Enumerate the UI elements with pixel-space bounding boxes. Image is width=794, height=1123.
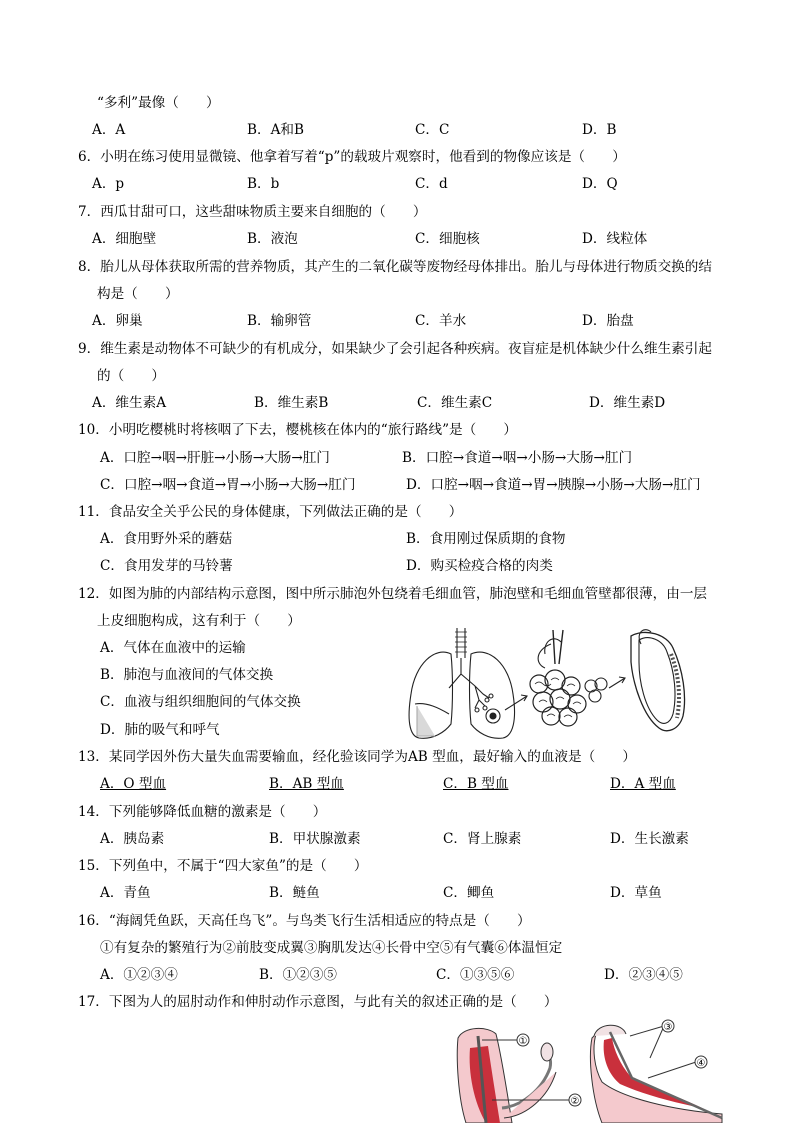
q15-option-b[interactable]: B．鲢鱼 <box>269 885 320 901</box>
q11-option-a[interactable]: A．食用野外采的蘑菇 <box>100 531 233 547</box>
q5-option-a[interactable]: A．A <box>92 122 126 138</box>
q11-option-b[interactable]: B．食用刚过保质期的食物 <box>406 531 566 547</box>
q5-continuation: “多利”最像（ ） <box>97 95 220 111</box>
q16-options <box>100 966 780 986</box>
label-4: ④ <box>696 1058 706 1069</box>
label-3: ③ <box>663 1022 673 1033</box>
q14-stem: 14．下列能够降低血糖的激素是（ ） <box>78 804 327 820</box>
q15-stem: 15．下列鱼中，不属于“四大家鱼”的是（ ） <box>78 858 368 874</box>
q16-stem: 16．“海阔凭鱼跃，天高任鸟飞”。与鸟类飞行生活相适应的特点是（ ） <box>78 913 531 929</box>
q9-option-a[interactable]: A．维生素A <box>92 395 167 411</box>
q10-stem: 10．小明吃樱桃时将核咽了下去，樱桃核在体内的“旅行路线”是（ ） <box>78 422 518 438</box>
q10-option-a[interactable]: A．口腔→咽→肝脏→小肠→大肠→肛门 <box>100 450 330 466</box>
q16-option-d[interactable]: D．②③④⑤ <box>604 967 683 983</box>
q16-option-b[interactable]: B．①②③⑤ <box>259 967 337 983</box>
q16-option-c[interactable]: C．①③⑤⑥ <box>436 967 515 983</box>
q13-stem: 13．某同学因外伤大量失血需要输血，经化验该同学为AB 型血，最好输入的血液是（ ） <box>78 749 636 765</box>
q9-option-d[interactable]: D．维生素D <box>589 395 666 411</box>
q11-option-d[interactable]: D．购买检疫合格的肉类 <box>406 558 553 574</box>
q14-option-d[interactable]: D．生长激素 <box>610 831 689 847</box>
q12-stem-line2: 上皮细胞构成，这有利于（ ） <box>97 613 301 629</box>
q9-stem-line2: 的（ ） <box>97 368 165 384</box>
q14-option-a[interactable]: A．胰岛素 <box>100 831 165 847</box>
q8-options <box>92 312 782 332</box>
q6-option-a[interactable]: A．p <box>92 176 125 192</box>
label-1: ① <box>518 1036 528 1047</box>
q14-option-b[interactable]: B．甲状腺激素 <box>269 831 361 847</box>
lung-structure-figure <box>405 624 723 742</box>
q13-option-b[interactable]: B．AB 型血 <box>269 776 344 792</box>
q6-option-d[interactable]: D．Q <box>582 176 618 192</box>
q12-option-b[interactable]: B．肺泡与血液间的气体交换 <box>100 667 274 683</box>
q5-option-b[interactable]: B．A和B <box>247 122 304 138</box>
q15-option-c[interactable]: C．鲫鱼 <box>443 885 495 901</box>
q6-option-b[interactable]: B．b <box>247 176 280 192</box>
q9-option-c[interactable]: C．维生素C <box>417 395 493 411</box>
q8-stem-line2: 构是（ ） <box>97 286 179 302</box>
q16-features: ①有复杂的繁殖行为②前肢变成翼③胸肌发达④长骨中空⑤有气囊⑥体温恒定 <box>100 940 563 956</box>
q11-options-row1 <box>100 530 780 550</box>
q8-option-c[interactable]: C．羊水 <box>415 313 467 329</box>
q9-option-b[interactable]: B．维生素B <box>254 395 329 411</box>
q5-option-c[interactable]: C．C <box>415 122 450 138</box>
q12-stem: 12．如图为肺的内部结构示意图，图中所示肺泡外包绕着毛细血管，肺泡壁和毛细血管壁都很薄，由一层 <box>78 586 708 602</box>
q9-options <box>92 394 782 414</box>
q12-option-c[interactable]: C．血液与组织细胞间的气体交换 <box>100 694 301 710</box>
q11-stem: 11．食品安全关乎公民的身体健康，下列做法正确的是（ ） <box>78 504 463 520</box>
q7-option-d[interactable]: D．线粒体 <box>582 231 648 247</box>
q15-option-d[interactable]: D．草鱼 <box>610 885 662 901</box>
q7-stem: 7．西瓜甘甜可口，这些甜味物质主要来自细胞的（ ） <box>78 204 427 220</box>
q5-option-d[interactable]: D．B <box>582 122 617 138</box>
q13-option-a[interactable]: A．O 型血 <box>100 776 167 792</box>
label-2: ② <box>570 1096 580 1107</box>
q12-option-a[interactable]: A．气体在血液中的运输 <box>100 640 246 656</box>
q10-option-c[interactable]: C．口腔→咽→食道→胃→小肠→大肠→肛门 <box>100 477 356 493</box>
q7-option-b[interactable]: B．液泡 <box>247 231 298 247</box>
q11-option-c[interactable]: C．食用发芽的马铃薯 <box>100 558 233 574</box>
q16-option-a[interactable]: A．①②③④ <box>100 967 178 983</box>
q15-option-a[interactable]: A．青鱼 <box>100 885 151 901</box>
q7-option-c[interactable]: C．细胞核 <box>415 231 480 247</box>
q7-option-a[interactable]: A．细胞壁 <box>92 231 157 247</box>
q8-option-b[interactable]: B．输卵管 <box>247 313 312 329</box>
q13-option-c[interactable]: C．B 型血 <box>443 776 509 792</box>
q12-option-d[interactable]: D．肺的吸气和呼气 <box>100 722 220 738</box>
q14-option-c[interactable]: C．肾上腺素 <box>443 831 522 847</box>
q8-stem: 8．胎儿从母体获取所需的营养物质，其产生的二氧化碳等废物经母体排出。胎儿与母体进行物质交换的结 <box>78 259 712 275</box>
q5-options <box>92 121 782 141</box>
q13-options <box>100 775 780 795</box>
q8-option-a[interactable]: A．卵巢 <box>92 313 143 329</box>
q10-option-b[interactable]: B．口腔→食道→咽→小肠→大肠→肛门 <box>402 450 633 466</box>
q6-stem: 6．小明在练习使用显微镜、他拿着写着“p”的载玻片观察时，他看到的物像应该是（ ） <box>78 149 626 165</box>
q13-option-d[interactable]: D．A 型血 <box>610 776 676 792</box>
q6-options <box>92 175 782 195</box>
q8-option-d[interactable]: D．胎盘 <box>582 313 634 329</box>
q6-option-c[interactable]: C．d <box>415 176 448 192</box>
elbow-flexion-extension-figure <box>452 1018 728 1123</box>
q9-stem: 9．维生素是动物体不可缺少的有机成分，如果缺少了会引起各种疾病。夜盲症是机体缺少什么维生素引起 <box>78 341 712 357</box>
q10-option-d[interactable]: D．口腔→咽→食道→胃→胰腺→小肠→大肠→肛门 <box>406 477 701 493</box>
q17-stem: 17．下图为人的屈肘动作和伸肘动作示意图，与此有关的叙述正确的是（ ） <box>78 994 558 1010</box>
q10-options-row2 <box>100 476 780 496</box>
q15-options <box>100 884 780 904</box>
q11-options-row2 <box>100 557 780 577</box>
q7-options <box>92 230 782 250</box>
q10-options-row1 <box>100 449 780 469</box>
q14-options <box>100 830 780 850</box>
